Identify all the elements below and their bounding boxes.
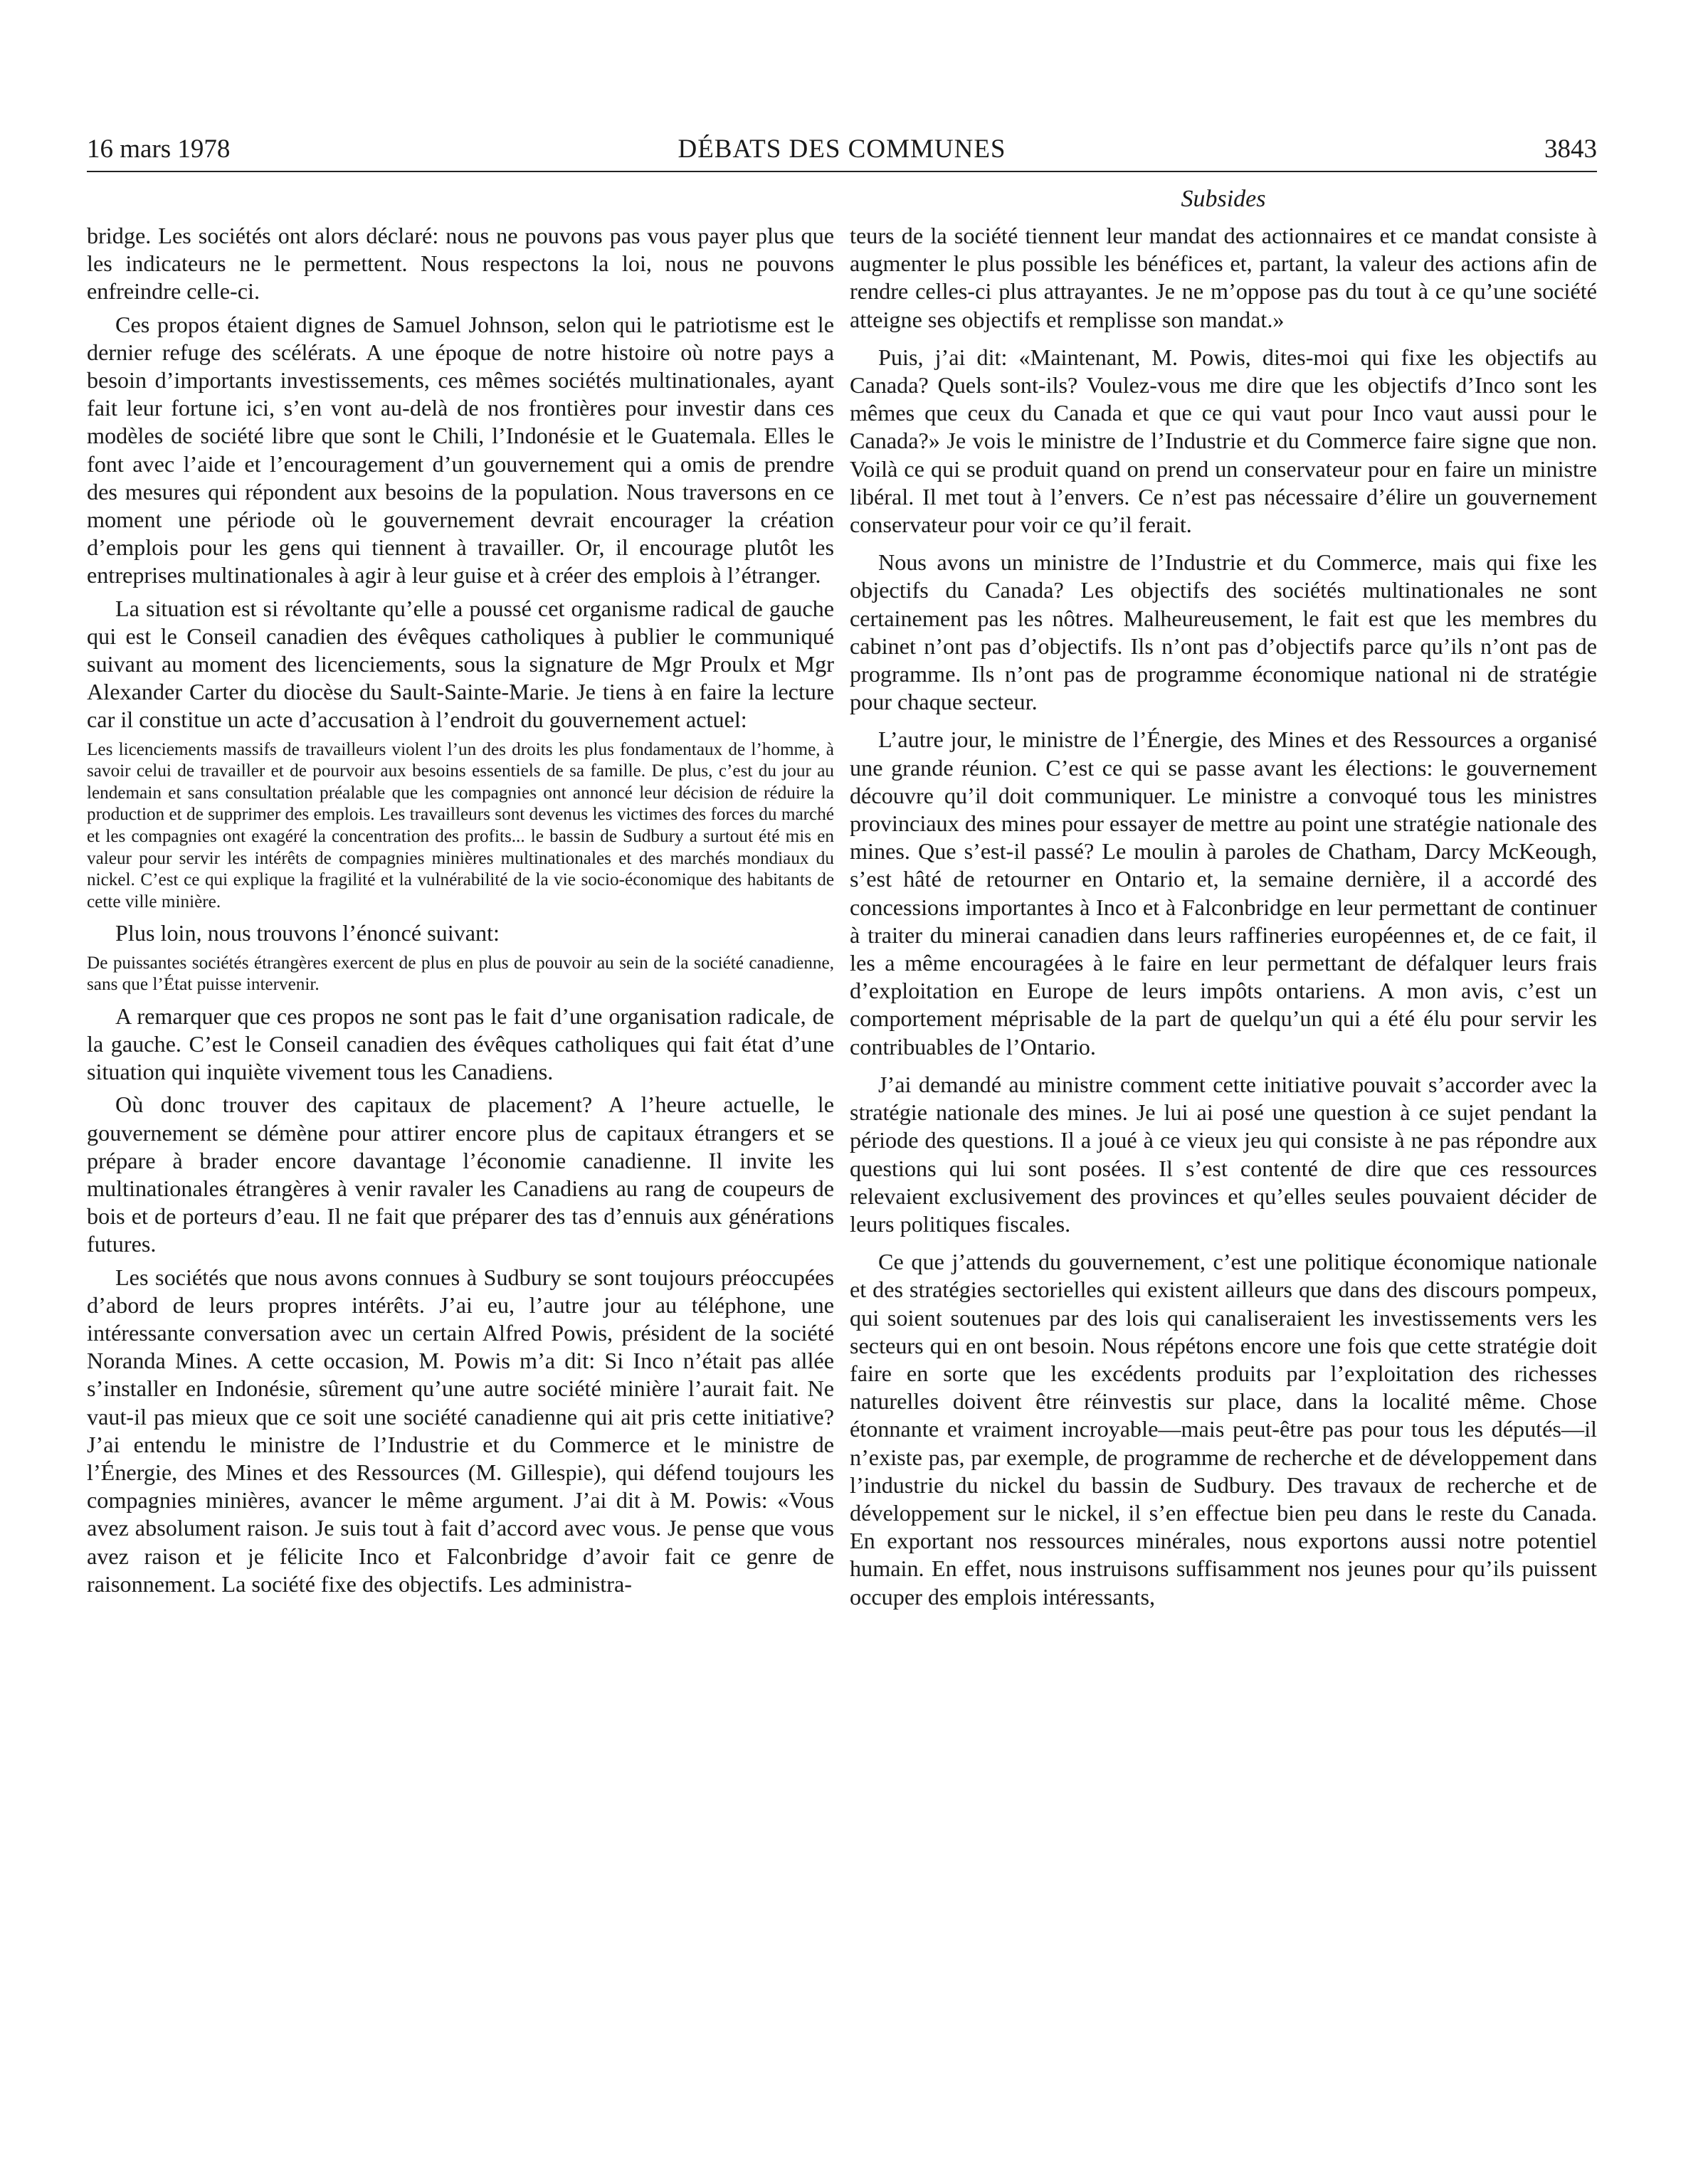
block-quote: De puissantes sociétés étrangères exercent de plus en plus de pouvoir au sein de la société canadienne, sans que l’État puisse intervenir.: [87, 953, 834, 995]
header-date: 16 mars 1978: [87, 134, 231, 164]
paragraph: La situation est si révoltante qu’elle a poussé cet organisme radical de gauche qui est le Conseil canadien des évêques catholiques à publier le communiqué suivant au moment des licenciements, sous la signature de Mgr Proulx et Mgr Alexander Carter du diocèse du Sault-Sainte-Marie. Je tiens à en faire la lecture car il constitue un acte d’accusation à l’endroit du gouvernement actuel:: [87, 595, 834, 733]
paragraph: L’autre jour, le ministre de l’Énergie, des Mines et des Ressources a organisé une grande réunion. C’est ce qui se passe avant les élections: le gouvernement découvre qu’il doit communiquer. Le ministre a convoqué tous les ministres provinciaux des mines pour essayer de mettre au point une stratégie nationale des mines. Que s’est-il passé? Le moulin à paroles de Chatham, Darcy McKeough, s’est hâté de retourner en Ontario et, la semaine dernière, il a accordé des concessions importantes à Inco et à Falconbridge en leur permettant de continuer à traiter du minerai canadien dans leurs raffineries européennes et, de ce fait, il les a même encouragées à le faire en leur permettant de défalquer leurs frais d’exploitation en Europe de leurs impôts ontariens. A mon avis, c’est un comportement méprisable de la part de quelqu’un qui a été élu pour servir les contribuables de l’Ontario.: [850, 727, 1597, 1060]
paragraph: Où donc trouver des capitaux de placement? A l’heure actuelle, le gouvernement se démène pour attirer encore plus de capitaux étrangers et se prépare à brader encore davantage l’économie canadienne. Il invite les multinationales étrangères à venir ravaler les Canadiens au rang de coupeurs de bois et de porteurs d’eau. Il ne fait que préparer des tas d’ennuis aux générations futures.: [87, 1092, 834, 1257]
header-title: DÉBATS DES COMMUNES: [678, 134, 1006, 164]
paragraph: Plus loin, nous trouvons l’énoncé suivant:: [115, 920, 500, 946]
paragraph: J’ai demandé au ministre comment cette initiative pouvait s’accorder avec la stratégie nationale des mines. Je lui ai posé une question à ce sujet pendant la période des questions. Il a joué à ce vieux jeu qui consiste à ne pas répondre aux questions qui lui sont posées. Il s’est contenté de dire que ces ressources relevaient exclusivement des provinces et qu’elles seules pouvaient décider de leurs politiques fiscales.: [850, 1071, 1597, 1237]
paragraph: teurs de la société tiennent leur mandat des actionnaires et ce mandat consiste à augmenter le plus possible les bénéfices et, partant, la valeur des actions afin de rendre celles-ci plus attrayantes. Je ne m’oppose pas du tout à ce qu’une société atteigne ses objectifs et remplisse son mandat.»: [850, 223, 1597, 332]
paragraph: Puis, j’ai dit: «Maintenant, M. Powis, dites-moi qui fixe les objectifs au Canada? Quels sont-ils? Voulez-vous me dire que les objectifs d’Inco sont les mêmes que ceux du Canada et que ce qui vaut pour Inco vaut aussi pour le Canada?» Je vois le ministre de l’Industrie et du Commerce faire signe que non. Voilà ce qui se produit quand on prend un conservateur pour en faire un ministre libéral. Il met tout à l’envers. Ce n’est pas nécessaire d’élire un gouvernement conservateur pour voir ce qu’il ferait.: [850, 344, 1597, 538]
section-label: Subsides: [1181, 186, 1266, 212]
paragraph: Les sociétés que nous avons connues à Sudbury se sont toujours préoccupées d’abord de leurs propres intérêts. J’ai eu, l’autre jour au téléphone, une intéressante conversation avec un certain Alfred Powis, président de la société Noranda Mines. A cette occasion, M. Powis m’a dit: Si Inco n’était pas allée s’installer en Indonésie, sûrement qu’une autre société minière l’aurait fait. Ne vaut-il pas mieux que ce soit une société canadienne qui ait pris cette initiative? J’ai entendu le ministre de l’Industrie et du Commerce et le ministre de l’Énergie, des Mines et des Ressources (M. Gillespie), qui défend toujours les compagnies minières, avancer le même argument. J’ai dit à M. Powis: «Vous avez absolument raison. Je suis tout à fait d’accord avec vous. Je pense que vous avez raison et je félicite Inco et Falconbridge d’avoir fait ce genre de raisonnement. La société fixe des objectifs. Les administra-: [87, 1264, 834, 1597]
left-column: [87, 222, 834, 1603]
right-column: [850, 222, 1597, 1621]
block-quote: Les licenciements massifs de travailleurs violent l’un des droits les plus fondamentaux de l’homme, à savoir celui de travailler et de pourvoir aux besoins essentiels de sa famille. De plus, c’est du jour au lendemain et sans consultation préalable que les compagnies ont annoncé leur décision de réduire la production et de supprimer des emplois. Les travailleurs sont devenus les victimes des forces du marché et les compagnies ont exagéré la concentration des profits... le bassin de Sudbury a surtout été mis en valeur pour servir les intérêts de compagnies minières multinationales et des marchés mondiaux du nickel. C’est ce qui explique la fragilité et la vulnérabilité de la vie socio-économique des habitants de cette ville minière.: [87, 739, 834, 912]
page-header: [87, 128, 1597, 172]
document-page: [87, 128, 1597, 2135]
paragraph: Ce que j’attends du gouvernement, c’est une politique économique nationale et des stratégies sectorielles qui existent ailleurs que dans des discours pompeux, qui soient soutenues par des lois qui canaliseraient les investissements vers les secteurs qui en ont besoin. Nous répétons encore une fois que cette stratégie doit faire en sorte que les excédents produits par l’exploitation des richesses naturelles doivent être réinvestis sur place, dans la localité même. Chose étonnante et vraiment incroyable—mais peut-être pas pour tous les députés—il n’existe pas, par exemple, de programme de recherche et de développement dans l’industrie du nickel du bassin de Sudbury. Des travaux de recherche et de développement sur le nickel, il s’en effectue bien peu dans le reste du Canada. En exportant nos ressources minérales, nous exportons aussi notre potentiel humain. En effet, nous instruisons suffisamment nos jeunes pour qu’ils puissent occuper des emplois intéressants,: [850, 1249, 1597, 1610]
header-page-number: 3843: [1544, 134, 1597, 164]
paragraph: Ces propos étaient dignes de Samuel Johnson, selon qui le patriotisme est le dernier refuge des scélérats. A une époque de notre histoire où notre pays a besoin d’importants investissements, ces mêmes sociétés multinationales, ayant fait leur fortune ici, s’en vont au-delà de nos frontières pour investir dans ces modèles de société libre que sont le Chili, l’Indonésie et le Guatemala. Elles le font avec l’aide et l’encouragement d’un gouvernement qui a omis de prendre des mesures qui répondent aux besoins de la population. Nous traversons en ce moment une période où le gouvernement devrait encourager la création d’emplois pour les gens qui tiennent à travailler. Or, il encourage plutôt les entreprises multinationales à agir à leur guise et à créer des emplois à l’étranger.: [87, 311, 834, 588]
paragraph: Nous avons un ministre de l’Industrie et du Commerce, mais qui fixe les objectifs du Canada? Les objectifs des sociétés multinationales ne sont certainement pas les nôtres. Malheureusement, le fait est que les membres du cabinet n’ont pas d’objectifs. Ils n’ont pas d’objectifs parce qu’ils n’ont pas de programme. Ils n’ont pas de programme économique national ni de stratégie pour chaque secteur.: [850, 549, 1597, 715]
paragraph: A remarquer que ces propos ne sont pas le fait d’une organisation radicale, de la gauche. C’est le Conseil canadien des évêques catholiques qui fait état d’une situation qui inquiète vivement tous les Canadiens.: [87, 1003, 834, 1085]
paragraph: bridge. Les sociétés ont alors déclaré: nous ne pouvons pas vous payer plus que les indicateurs ne le permettent. Nous respectons la loi, nous ne pouvons enfreindre celle-ci.: [87, 223, 834, 305]
